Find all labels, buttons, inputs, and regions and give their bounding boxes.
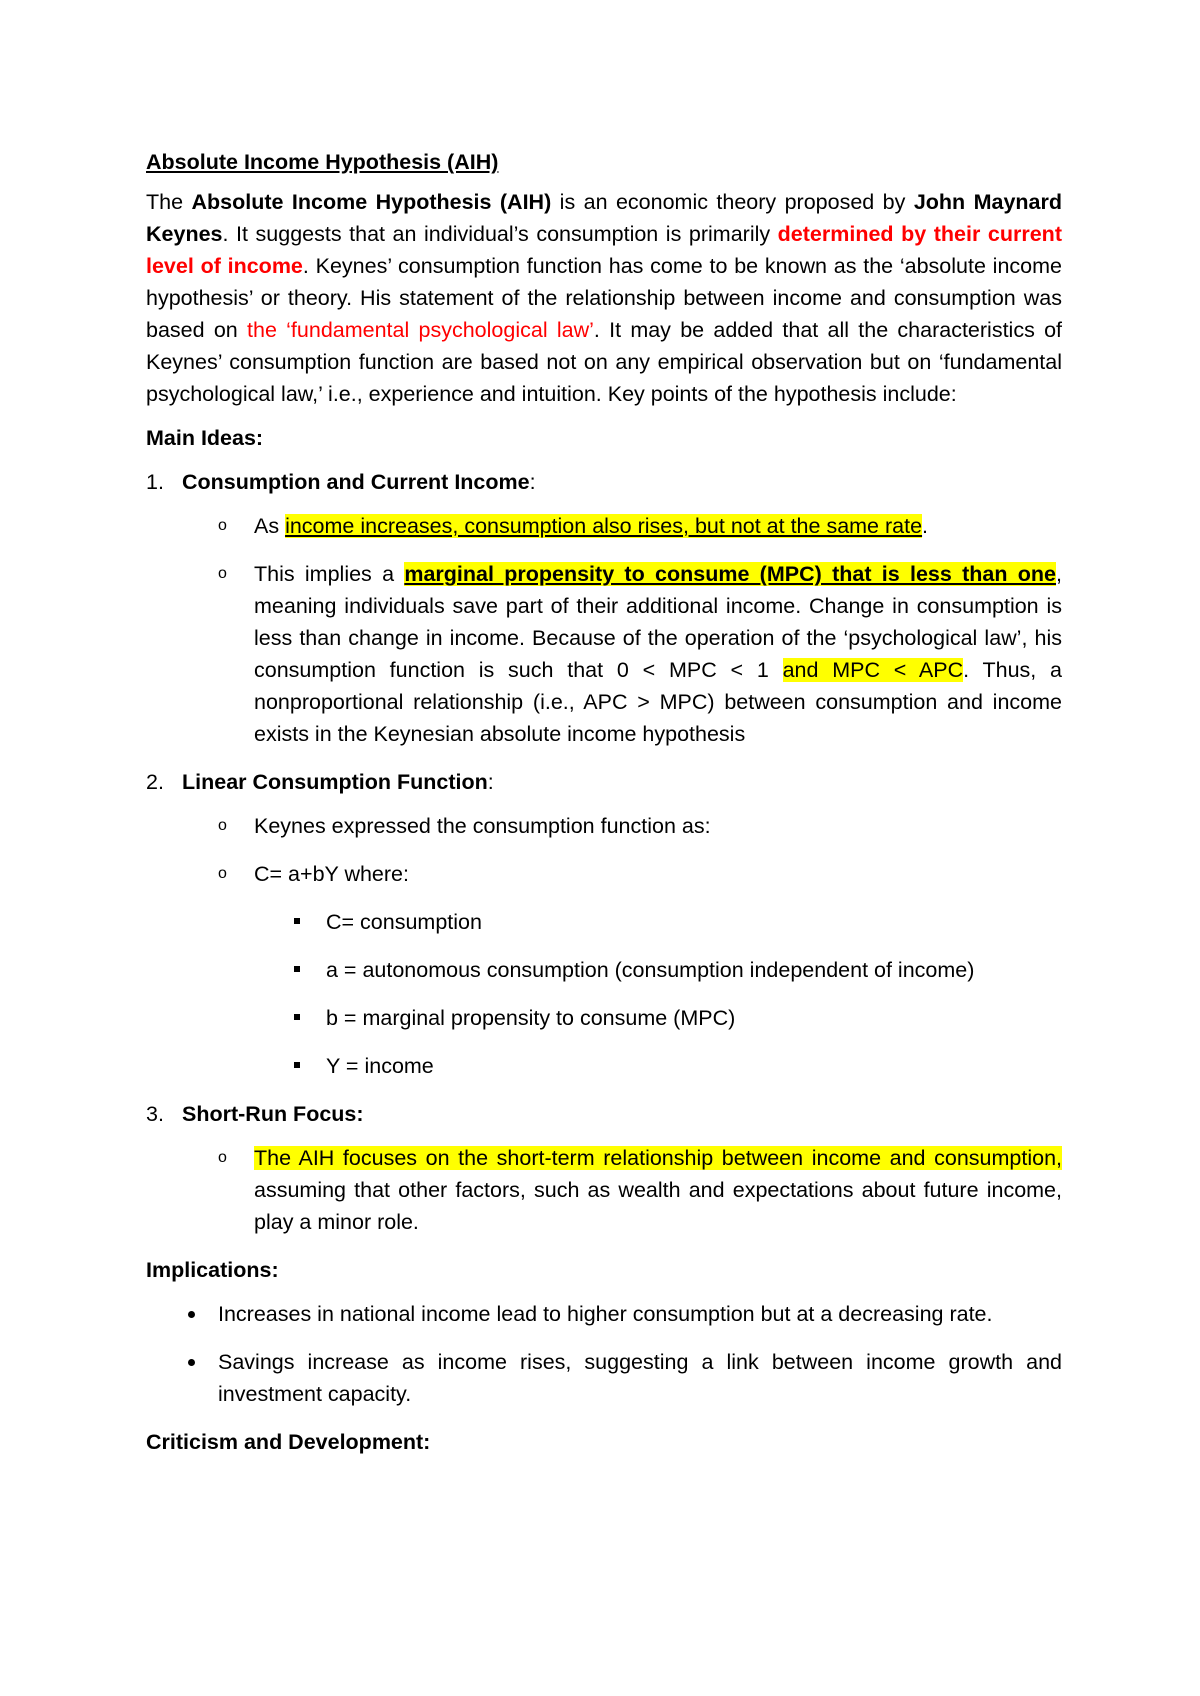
highlighted-text: The AIH focuses on the short-term relationship between income and consumption, (254, 1146, 1062, 1170)
list-item (146, 810, 1062, 842)
circle-bullet-icon: o (218, 865, 227, 882)
item-title-suffix: : (529, 470, 536, 494)
item-title: Linear Consumption Function (182, 770, 488, 794)
circle-bullet-icon: o (218, 565, 227, 582)
numbered-item-1 (146, 466, 1062, 498)
dot-bullet-icon (188, 1311, 195, 1318)
item-text: , meaning individuals save part of their additional income. Change in consumption is less than change in income. Because of the operation of the ‘psychological law’, his consumption function is such that 0 < MPC < 1 (254, 562, 1062, 682)
red-emphasis: the ‘fundamental psychological law’ (247, 318, 594, 342)
intro-text: . It suggests that an individual’s consumption is primarily (222, 222, 778, 246)
intro-text: The (146, 190, 192, 214)
definition-item (146, 1002, 1062, 1034)
definition-item (146, 1050, 1062, 1082)
item-title-suffix: : (487, 770, 494, 794)
square-bullet-icon (294, 966, 300, 972)
main-ideas-heading: Main Ideas: (146, 426, 264, 450)
circle-bullet-icon: o (218, 817, 227, 834)
document-page (146, 146, 1062, 1470)
item-title: Short-Run Focus: (182, 1102, 364, 1126)
highlighted-text: marginal propensity to consume (MPC) that is less than one (404, 562, 1057, 586)
numbered-item-2 (146, 766, 1062, 798)
list-item (146, 510, 1062, 542)
aih-term: Absolute Income Hypothesis (AIH) (191, 190, 552, 214)
criticism-heading: Criticism and Development: (146, 1430, 431, 1454)
list-item (146, 1346, 1062, 1410)
item-text: This implies a (254, 562, 405, 586)
definition-text: C= consumption (326, 910, 482, 934)
circle-bullet-icon: o (218, 1149, 227, 1166)
implications-heading: Implications: (146, 1258, 279, 1282)
highlighted-text: income increases, consumption also rises, but not at the same rate (285, 514, 923, 538)
circle-bullet-icon: o (218, 517, 227, 534)
item-title: Consumption and Current Income (182, 470, 530, 494)
document-title: Absolute Income Hypothesis (AIH) (146, 150, 499, 174)
list-item (146, 1298, 1062, 1330)
intro-text: . It may be added that all the characteristics of Keynes’ consumption function are based not on any empirical observation but on ‘fundamental psychological law,’ i.e., experience and intuition. Key points of the hypothesis include: (146, 318, 1062, 406)
implication-text: Increases in national income lead to higher consumption but at a decreasing rate. (218, 1302, 993, 1326)
item-number: 1. (146, 470, 164, 494)
definition-text: b = marginal propensity to consume (MPC) (326, 1006, 736, 1030)
definition-item (146, 906, 1062, 938)
item-text: . (922, 514, 929, 538)
list-item (146, 858, 1062, 890)
red-emphasis: determined by their current level of income (146, 222, 1062, 278)
definition-text: a = autonomous consumption (consumption independent of income) (326, 958, 975, 982)
intro-paragraph (146, 186, 1062, 410)
square-bullet-icon (294, 918, 300, 924)
definition-item (146, 954, 1062, 986)
item-text: assuming that other factors, such as wealth and expectations about future income, play a minor role. (254, 1178, 1062, 1234)
list-item (146, 558, 1062, 750)
square-bullet-icon (294, 1062, 300, 1068)
item-text: . Thus, a nonproportional relationship (i.e., APC > MPC) between consumption and income exists in the Keynesian absolute income hypothesis (254, 658, 1063, 746)
highlighted-text: and MPC < APC (782, 658, 964, 682)
item-text: C= a+bY where: (254, 862, 409, 886)
dot-bullet-icon (188, 1359, 195, 1366)
numbered-item-3 (146, 1098, 1062, 1130)
intro-text: is an economic theory proposed by (551, 190, 914, 214)
implication-text: Savings increase as income rises, suggesting a link between income growth and investment capacity. (218, 1350, 1062, 1406)
square-bullet-icon (294, 1014, 300, 1020)
definition-text: Y = income (326, 1054, 434, 1078)
item-number: 2. (146, 770, 164, 794)
intro-text: . Keynes’ consumption function has come to be known as the ‘absolute income hypothesis’ or theory. His statement of the relationship between income and consumption was based on (146, 254, 1062, 342)
list-item (146, 1142, 1062, 1238)
item-number: 3. (146, 1102, 164, 1126)
item-text: As (254, 514, 286, 538)
item-text: Keynes expressed the consumption function as: (254, 814, 711, 838)
keynes-name: John Maynard Keynes (146, 190, 1063, 246)
